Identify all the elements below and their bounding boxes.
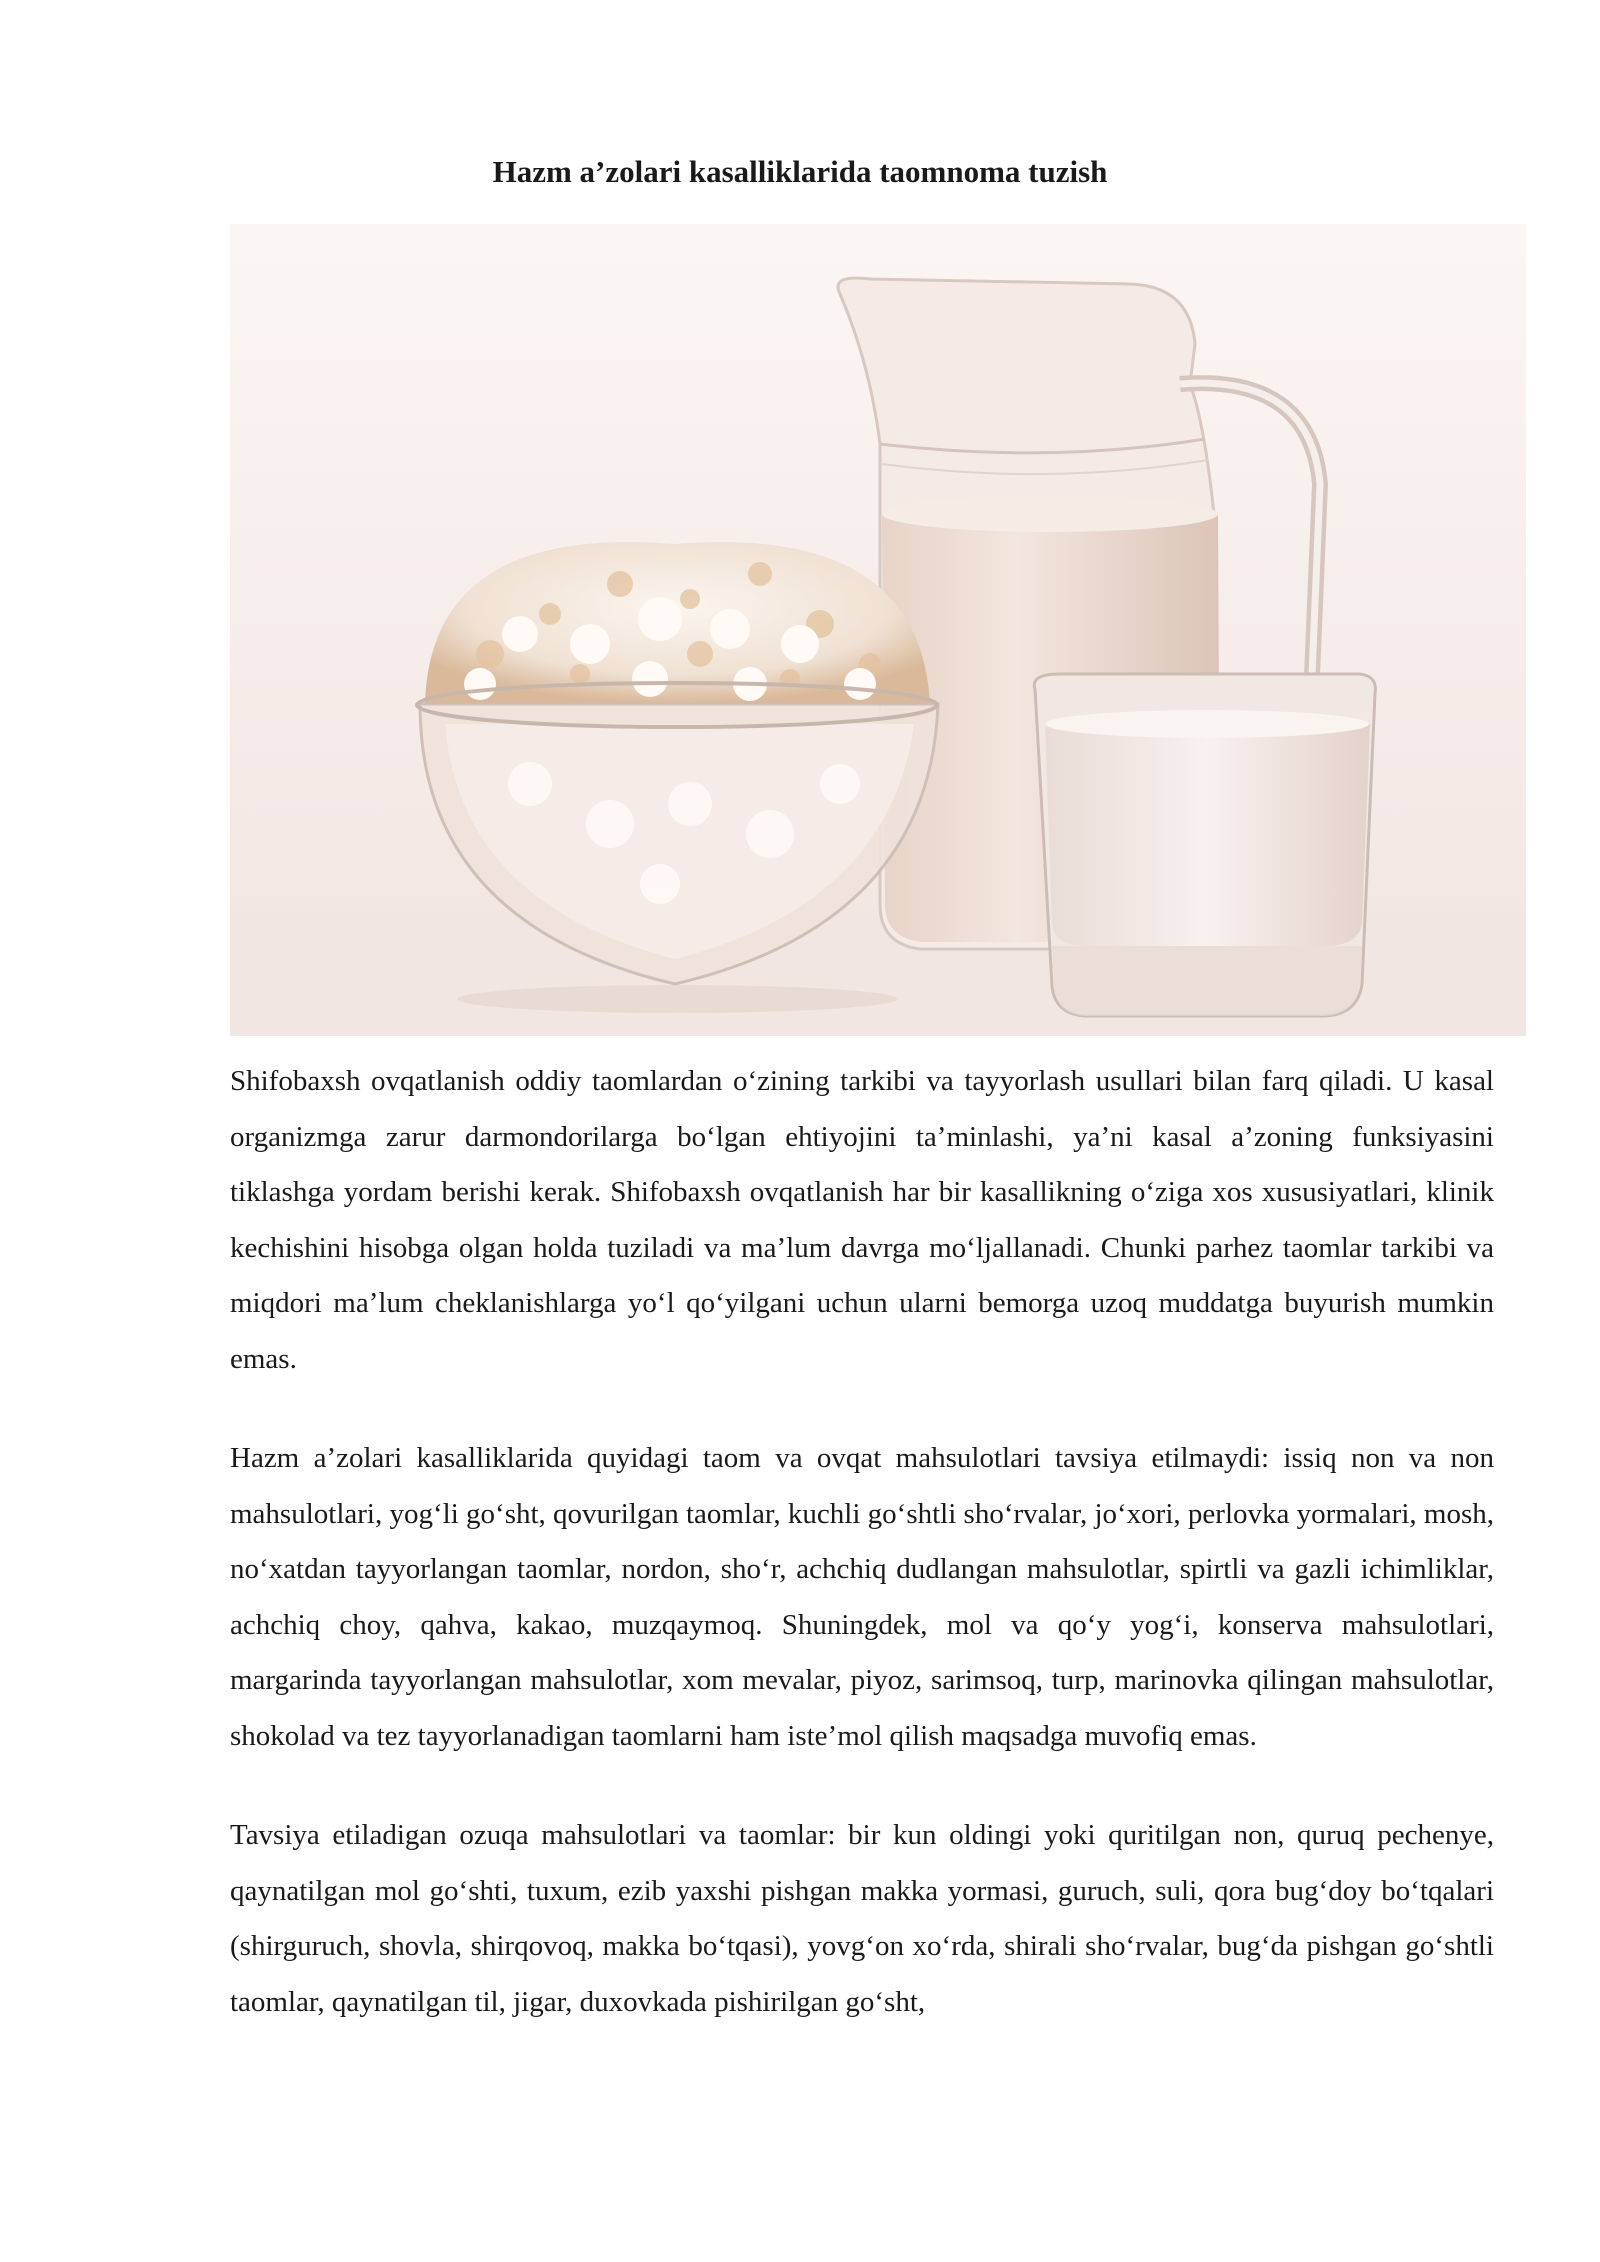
paragraph-2: Hazm a’zolari kasalliklarida quyidagi taom va ovqat mahsulotlari tavsiya etilmaydi: issiq non va non mahsulotlari, yog‘li go‘sht, qovurilgan taomlar, kuchli go‘shtli sho‘rvalar, jo‘xori, perlovka yormalari, mosh, no‘xatdan tayyorlangan taomlar, nordon, sho‘r, achchiq dudlangan mahsulotlar, spirtli va gazli ichimliklar, achchiq choy, qahva, kakao, muzqaymoq. Shuningdek, mol va qo‘y yog‘i, konserva mahsulotlari, margarinda tayyorlangan mahsulotlar, xom mevalar, piyoz, sarimsoq, turp, marinovka qilingan mahsulotlar, shokolad va tez tayyorlanadigan taomlarni ham iste’mol qilish maqsadga muvofiq emas. bbox=[230, 1442, 1494, 1752]
paragraph-3: Tavsiya etiladigan ozuqa mahsulotlari va taomlar: bir kun oldingi yoki quritilgan non, quruq pechenye, qaynatilgan mol go‘shti, tuxum, ezib yaxshi pishgan makka yormasi, guruch, suli, qora bug‘doy bo‘tqalari (shirguruch, shovla, shirqovoq, makka bo‘tqasi), yovg‘on xo‘rda, shirali sho‘rvalar, bug‘da pishgan go‘shtli taomlar, qaynatilgan til, jigar, duxovkada pishirilgan go‘sht, bbox=[230, 1819, 1494, 2018]
dairy-products-illustration bbox=[230, 224, 1526, 1036]
article-body bbox=[230, 1054, 1494, 2074]
page-title: Hazm a’zolari kasalliklarida taomnoma tuzish bbox=[492, 154, 1108, 189]
dairy-products-photo bbox=[230, 224, 1526, 1036]
paragraph-1: Shifobaxsh ovqatlanish oddiy taomlardan o‘zining tarkibi va tayyorlash usullari bilan farq qiladi. U kasal organizmga zarur darmondorilarga bo‘lgan ehtiyojini ta’minlashi, ya’ni kasal a’zoning funksiyasini tiklashga yordam berishi kerak. Shifobaxsh ovqatlanish har bir kasallikning o‘ziga xos xususiyatlari, klinik kechishini hisobga olgan holda tuziladi va ma’lum davrga mo‘ljallanadi. Chunki parhez taomlar tarkibi va miqdori ma’lum cheklanishlarga yo‘l qo‘yilgani uchun ularni bemorga uzoq muddatga buyurish mumkin emas. bbox=[230, 1065, 1494, 1375]
